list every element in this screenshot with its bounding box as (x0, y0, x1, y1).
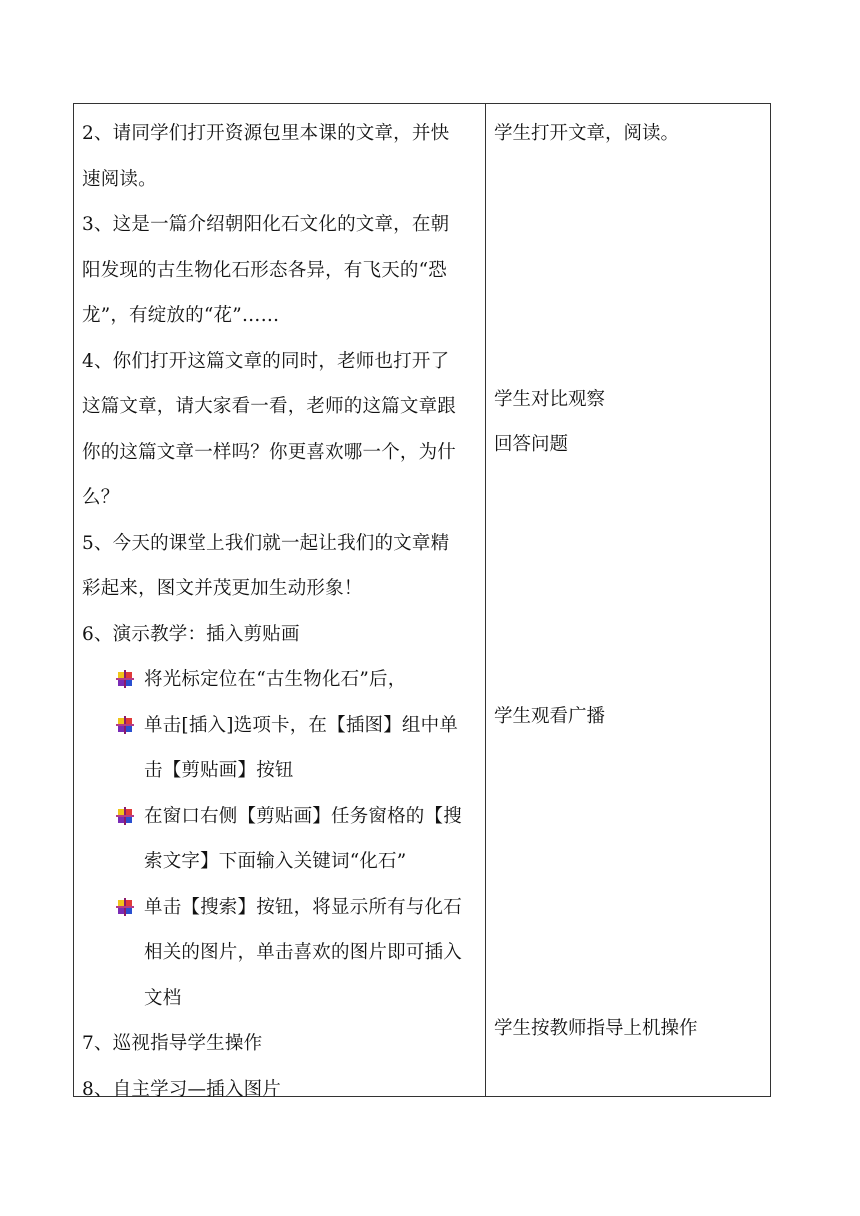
bullet-text-continued: 文档 (144, 987, 182, 1009)
bullet-text: 单击[插入]选项卡，在【插图】组中单 (144, 714, 459, 736)
text-line: 8、自主学习—插入图片 (82, 1078, 281, 1100)
text-line: 你的这篇文章一样吗？你更喜欢哪一个，为什 (82, 441, 457, 463)
text-line: 6、演示教学：插入剪贴画 (82, 623, 300, 645)
text-line: 3、这是一篇介绍朝阳化石文化的文章，在朝 (82, 214, 450, 235)
text-line: 么？ (82, 487, 120, 508)
bullet-text: 将光标定位在“古生物化石”后， (144, 669, 407, 690)
bullet-text-continued: 相关的图片，单击喜欢的图片即可插入 (144, 942, 462, 963)
bullet-text-continued: 索文字】下面输入关键词“化石” (144, 851, 407, 872)
bullet-item (82, 657, 485, 703)
windows-flag-bullet-icon (116, 807, 134, 825)
text-line: 龙”，有绽放的“花”…… (82, 305, 280, 326)
bullet-text-continued: 击【剪贴画】按钮 (144, 760, 294, 781)
windows-flag-bullet-icon (116, 670, 134, 688)
bullet-item (82, 794, 485, 840)
windows-flag-bullet-icon (116, 716, 134, 734)
text-line: 7、巡视指导学生操作 (82, 1033, 263, 1054)
text-line: 彩起来，图文并茂更加生动形象！ (82, 578, 363, 599)
text-line: 这篇文章，请大家看一看，老师的这篇文章跟 (82, 396, 457, 417)
student-note: 回答问题 (494, 434, 569, 455)
student-note: 学生观看广播 (494, 706, 606, 727)
student-activity-column (486, 104, 770, 1096)
student-note: 学生按教师指导上机操作 (494, 1018, 698, 1039)
text-line: 4、你们打开这篇文章的同时，老师也打开了 (82, 350, 450, 372)
windows-flag-bullet-icon (116, 898, 134, 916)
bullet-text: 单击【搜索】按钮，将显示所有与化石 (144, 896, 462, 918)
teacher-activity-column (74, 104, 486, 1100)
text-line: 阳发现的古生物化石形态各异，有飞天的“恐 (82, 259, 447, 281)
text-line: 速阅读。 (82, 168, 157, 190)
student-note: 学生打开文章，阅读。 (494, 123, 680, 144)
bullet-text: 在窗口右侧【剪贴画】任务窗格的【搜 (144, 805, 462, 827)
student-note: 学生对比观察 (494, 389, 606, 410)
text-line: 2、请同学们打开资源包里本课的文章，并快 (82, 123, 450, 144)
bullet-item (82, 885, 485, 931)
bullet-item (82, 703, 485, 749)
lesson-table (73, 103, 771, 1100)
text-line: 5、今天的课堂上我们就一起让我们的文章精 (82, 532, 450, 554)
